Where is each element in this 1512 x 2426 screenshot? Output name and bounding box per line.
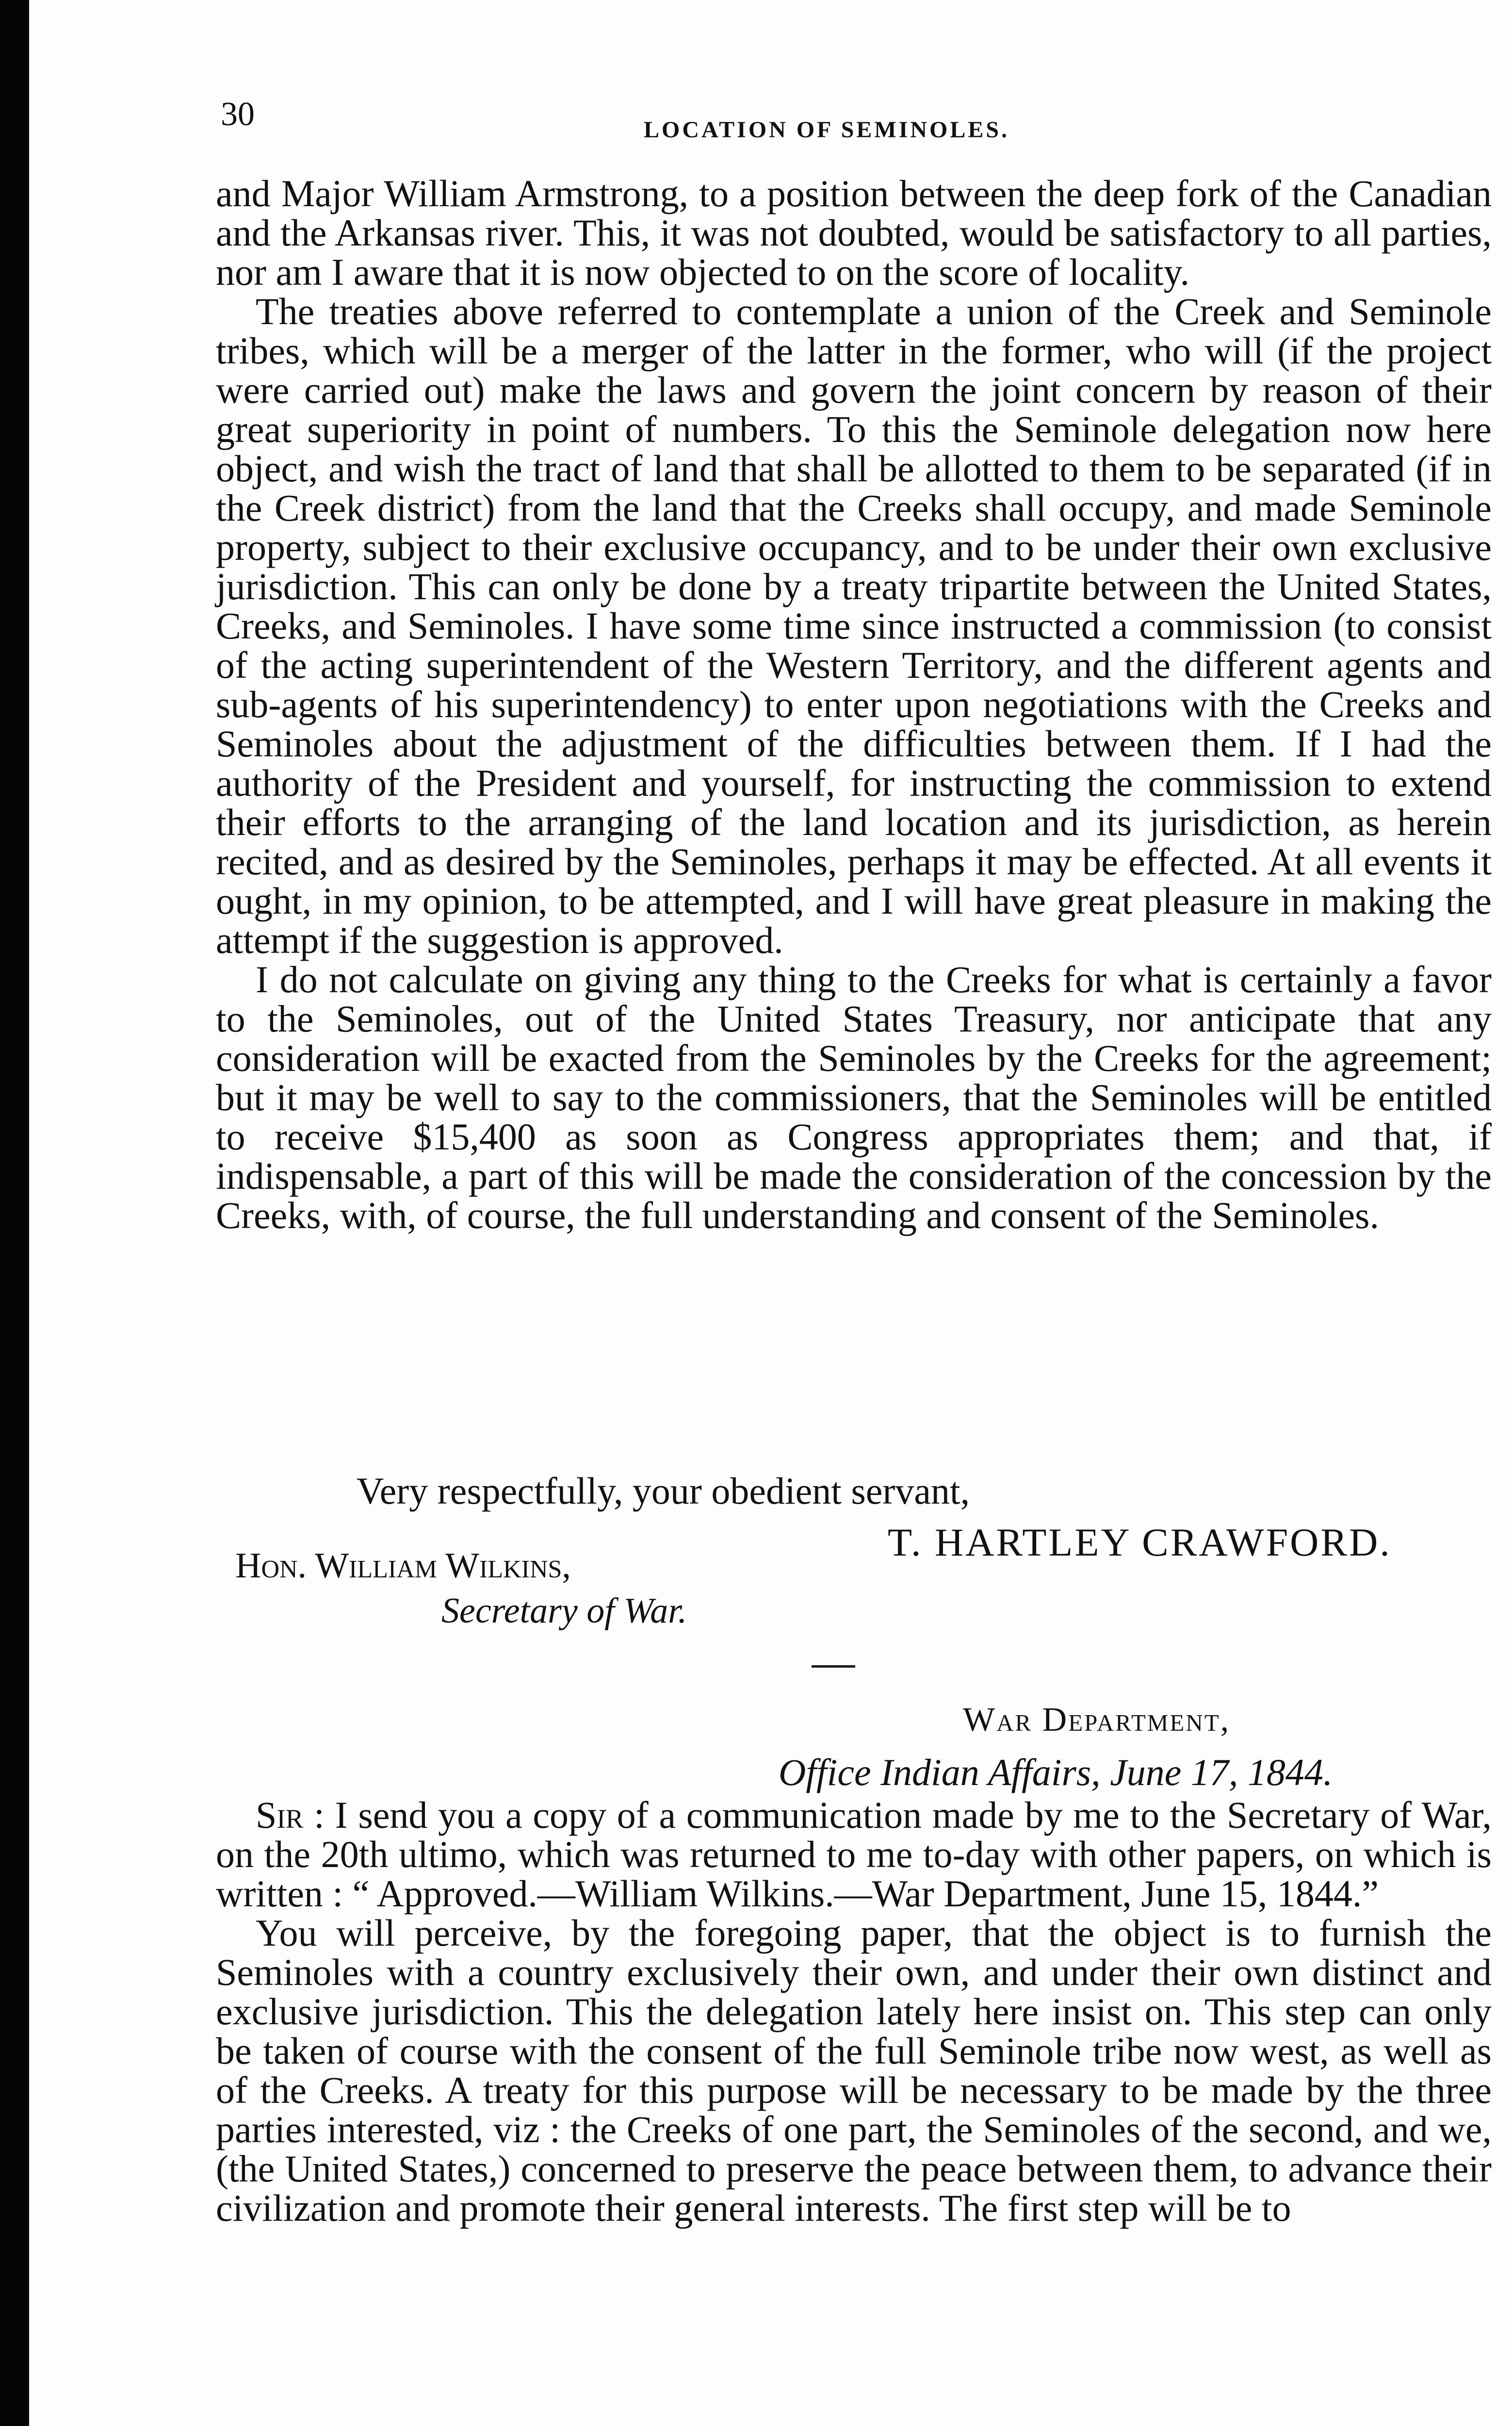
paragraph [216, 1795, 1492, 1913]
letter-1-body [216, 174, 1492, 1235]
addressee-title: Secretary of War. [441, 1591, 687, 1631]
letter-date: June 17, 1844. [1110, 1751, 1333, 1793]
letter-2-body [216, 1795, 1492, 2228]
salutation: Sir : [256, 1794, 325, 1836]
letter-closing: Very respectfully, your obedient servant, [357, 1470, 970, 1512]
paragraph: You will perceive, by the foregoing paper, that the object is to furnish the Seminoles with a country exclusively their own, and under their own distinct and exclusive jurisdiction. This the delegation lately here insist on. This step can only be taken of course with the consent of the full Seminole tribe now west, as well as of the Creeks. A treaty for this purpose will be necessary to be made by the three parties interested, viz : the Creeks of one part, the Seminoles of the second, and we, (the United States,) concerned to preserve the peace between them, to advance their civilization and promote their general interests. The first step will be to [216, 1912, 1492, 2229]
signature: T. HARTLEY CRAWFORD. [888, 1520, 1392, 1564]
running-head: LOCATION OF SEMINOLES. [644, 117, 1010, 143]
paragraph: The treaties above referred to contemplate a union of the Creek and Seminole tribes, which will be a merger of the latter in the former, who will (if the project were carried out) make the laws and govern the joint concern by reason of their great superiority in point of numbers. To this the Seminole delegation now here object, and wish the tract of land that shall be allotted to them to be separated (if in the Creek district) from the land that the Creeks shall occupy, and made Seminole property, subject to their exclusive occupancy, and to be under their own exclusive jurisdiction. This can only be done by a treaty tripartite between the United States, Creeks, and Seminoles. I have some time since instructed a commission (to consist of the acting superintendent of the Western Territory, and the different agents and sub-agents of his superintendency) to enter upon negotiations with the Creeks and Seminoles about the adjustment of the difficulties between them. If I had the authority of the President and yourself, for instructing the commission to extend their efforts to the arranging of the land location and its jurisdiction, as herein recited, and as desired by the Seminoles, perhaps it may be effected. At all events it ought, in my opinion, to be attempted, and I will have great pleasure in making the attempt if the suggestion is approved. [216, 290, 1492, 961]
paragraph-text: I send you a copy of a communication made by me to the Secretary of War, on the 20th ultimo, which was returned to me to-day with other papers, on which is written : “ Approved.—William Wilkins.—War Department, June 15, 1844.” [216, 1794, 1492, 1915]
addressee: Hon. William Wilkins, [235, 1546, 571, 1586]
section-divider [812, 1665, 855, 1668]
paragraph: and Major William Armstrong, to a position between the deep fork of the Canadian and the Arkansas river. This, it was not doubted, would be satisfactory to all parties, nor am I aware that it is now objected to on the score of locality. [216, 172, 1492, 293]
page-number: 30 [221, 96, 255, 133]
office-dateline [779, 1751, 1333, 1794]
office-name: Office Indian Affairs, [779, 1751, 1101, 1793]
department-heading: War Department, [963, 1701, 1231, 1738]
paragraph: I do not calculate on giving any thing to the Creeks for what is certainly a favor to the Seminoles, out of the United States Treasury, nor anticipate that any consideration will be exacted from the Seminoles by the Creeks for the agreement; but it may be well to say to the commissioners, that the Seminoles will be entitled to receive $15,400 as soon as Congress appropriates them; and that, if indispensable, a part of this will be made the consideration of the concession by the Creeks, with, of course, the full understanding and consent of the Seminoles. [216, 958, 1492, 1236]
